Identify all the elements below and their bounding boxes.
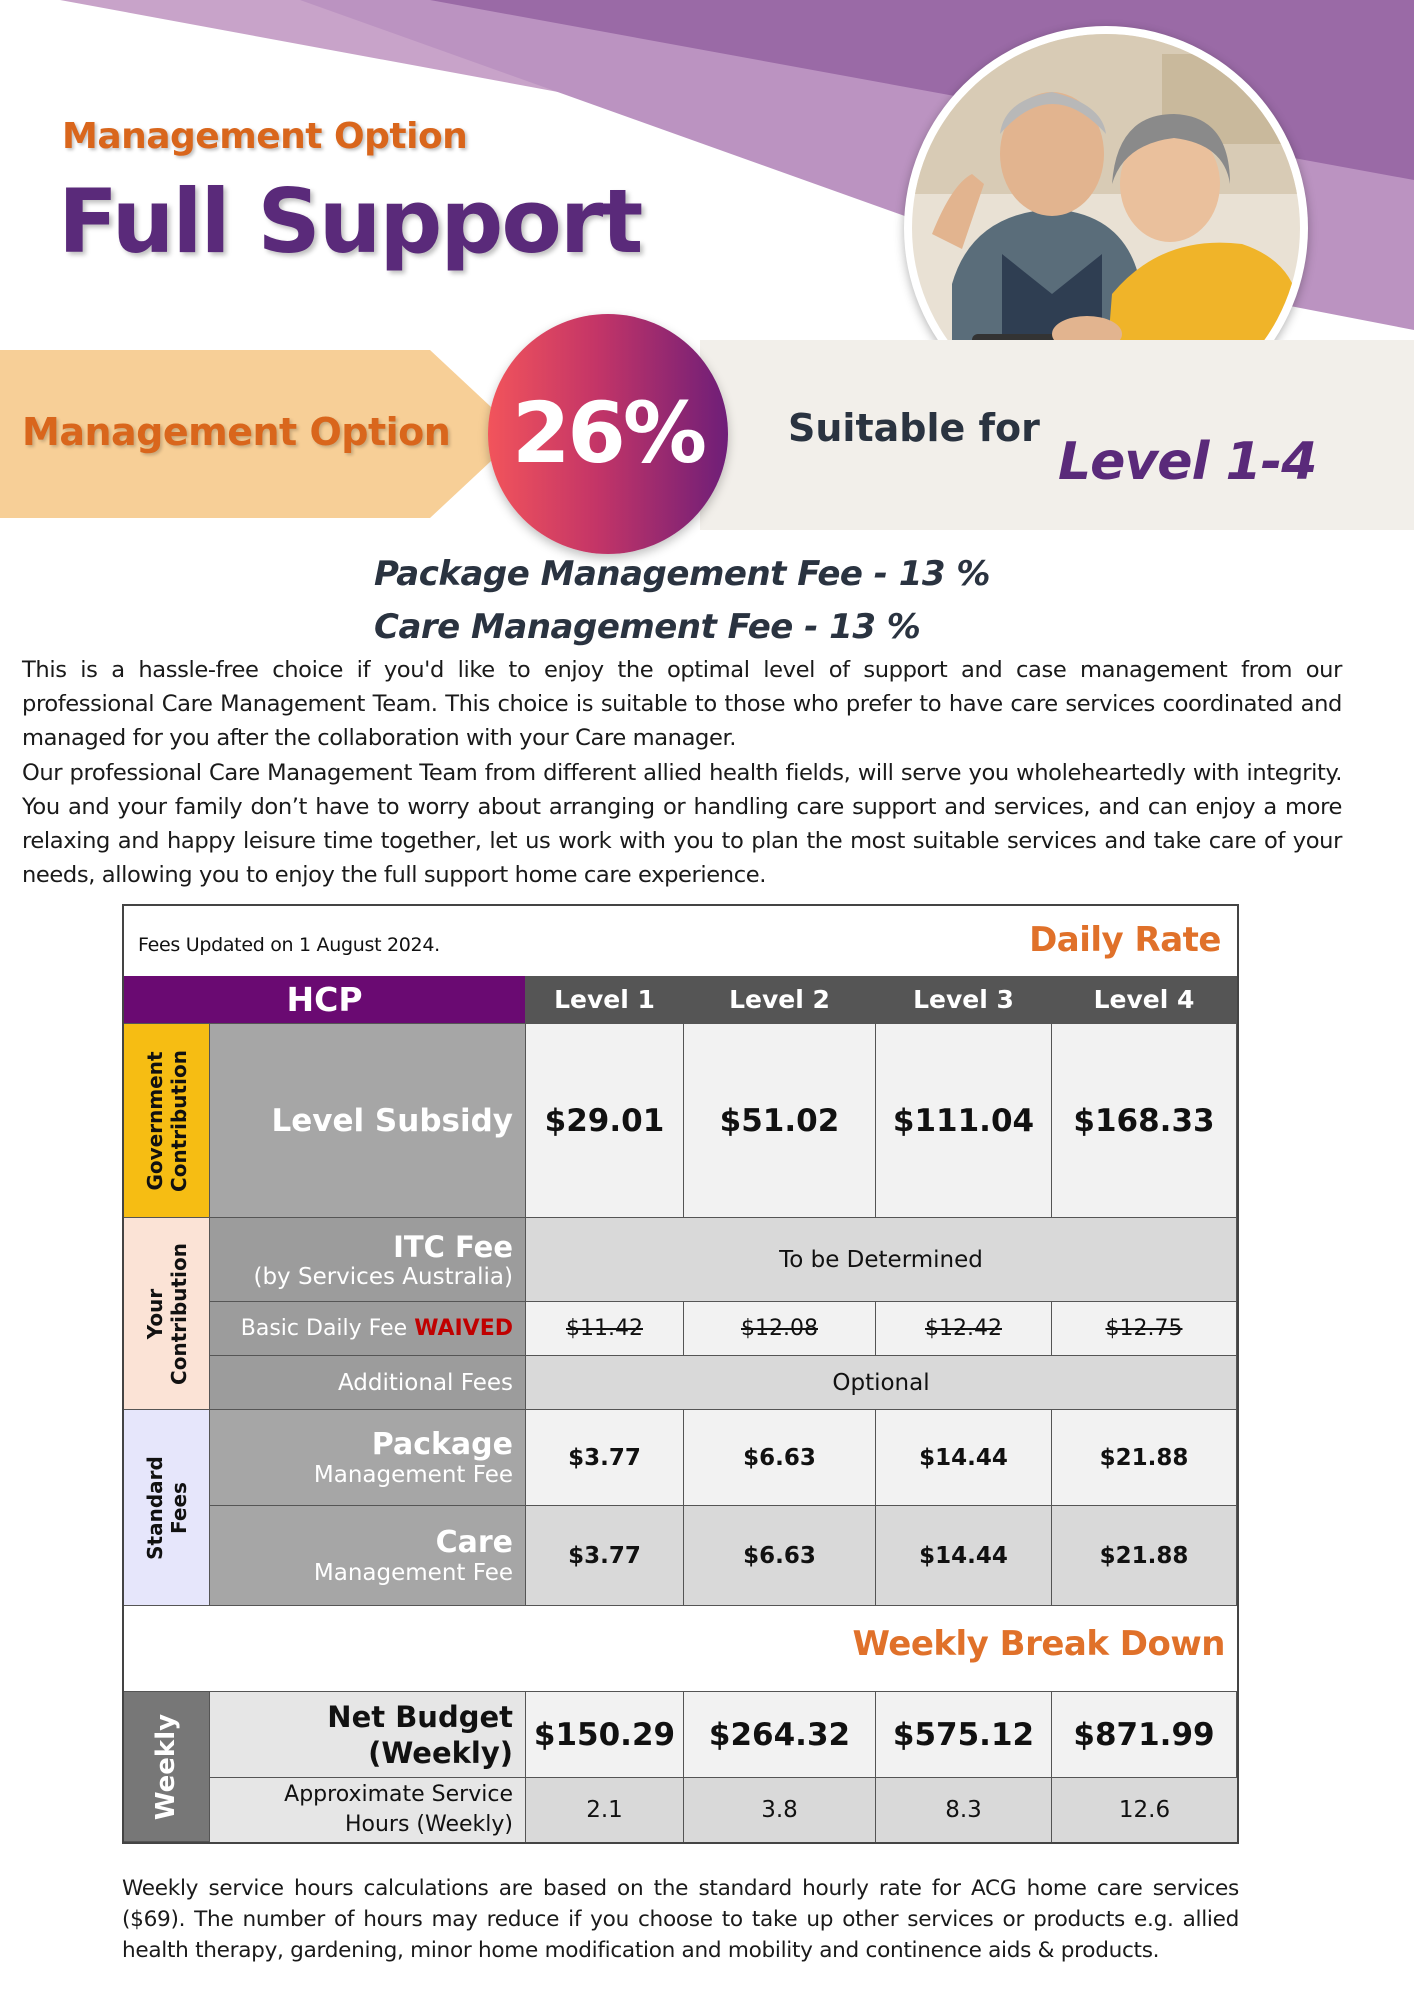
care-fee-l3: $14.44 bbox=[876, 1506, 1052, 1606]
level-1-header: Level 1 bbox=[526, 976, 684, 1024]
net-budget-l2: $264.32 bbox=[684, 1692, 876, 1778]
itc-fee-label: ITC Fee (by Services Australia) bbox=[210, 1218, 526, 1302]
level-subsidy-l3: $111.04 bbox=[876, 1024, 1052, 1218]
service-hours-l3: 8.3 bbox=[876, 1778, 1052, 1842]
care-fee-l1: $3.77 bbox=[526, 1506, 684, 1606]
package-fee-l4: $21.88 bbox=[1052, 1410, 1237, 1506]
government-contribution-label: Government Contribution bbox=[124, 1024, 210, 1218]
weekly-section-label: Weekly bbox=[124, 1692, 210, 1842]
service-hours-l2: 3.8 bbox=[684, 1778, 876, 1842]
description-paragraph-2: Our professional Care Management Team from different allied health fields, will serve you wholeheartedly with integrity. You and your family don’t have to worry about arranging or handling care support and services, and can enjoy a more relaxing and happy leisure time together, let us work with you to plan the most suitable services and take care of your needs, allowing you to enjoy the full support home care experience. bbox=[22, 760, 1342, 888]
waived-flag: WAIVED bbox=[414, 1316, 513, 1341]
service-hours-l1: 2.1 bbox=[526, 1778, 684, 1842]
level-subsidy-l1: $29.01 bbox=[526, 1024, 684, 1218]
description-paragraph-1: This is a hassle-free choice if you'd like to enjoy the optimal level of support and case management from our professional Care Management Team. This choice is suitable to those who prefer to have care services coordinated and managed for you after the collaboration with your Care manager. bbox=[22, 657, 1342, 751]
package-fee-label: Package Management Fee bbox=[210, 1410, 526, 1506]
service-hours-label: Approximate Service Hours (Weekly) bbox=[210, 1778, 526, 1842]
level-subsidy-l2: $51.02 bbox=[684, 1024, 876, 1218]
level-2-header: Level 2 bbox=[684, 976, 876, 1024]
level-3-header: Level 3 bbox=[876, 976, 1052, 1024]
care-fee-l2: $6.63 bbox=[684, 1506, 876, 1606]
standard-fees-label: Standard Fees bbox=[124, 1410, 210, 1606]
basic-daily-fee-label: Basic Daily Fee WAIVED bbox=[210, 1302, 526, 1356]
care-fee-l4: $21.88 bbox=[1052, 1506, 1237, 1606]
footnote: Weekly service hours calculations are based on the standard hourly rate for ACG home care services ($69). The number of hours may reduce if you choose to take up other services or products e.g. allied health therapy, gardening, minor home modification and mobility and continence aids & products. bbox=[122, 1876, 1239, 1963]
your-contribution-label: Your Contribution bbox=[124, 1218, 210, 1410]
additional-fees-value: Optional bbox=[526, 1356, 1237, 1410]
fees-updated-note: Fees Updated on 1 August 2024. bbox=[138, 934, 440, 956]
basic-daily-fee-l2: $12.08 bbox=[684, 1302, 876, 1356]
basic-daily-fee-l4: $12.75 bbox=[1052, 1302, 1237, 1356]
net-budget-l4: $871.99 bbox=[1052, 1692, 1237, 1778]
care-fee-heading: Care Management Fee - 13 % bbox=[374, 607, 921, 647]
basic-daily-fee-l3: $12.42 bbox=[876, 1302, 1052, 1356]
daily-rate-heading: Daily Rate bbox=[1029, 920, 1221, 960]
level-4-header: Level 4 bbox=[1052, 976, 1237, 1024]
net-budget-label: Net Budget (Weekly) bbox=[210, 1692, 526, 1778]
weekly-breakdown-heading: Weekly Break Down bbox=[852, 1624, 1225, 1664]
package-fee-l2: $6.63 bbox=[684, 1410, 876, 1506]
itc-fee-value: To be Determined bbox=[526, 1218, 1237, 1302]
additional-fees-label: Additional Fees bbox=[210, 1356, 526, 1410]
page-title: Full Support bbox=[58, 170, 642, 273]
header-subtitle: Management Option bbox=[62, 116, 468, 157]
level-range: Level 1-4 bbox=[1058, 432, 1317, 492]
package-fee-l3: $14.44 bbox=[876, 1410, 1052, 1506]
option-label: Management Option bbox=[22, 410, 451, 454]
net-budget-l1: $150.29 bbox=[526, 1692, 684, 1778]
net-budget-l3: $575.12 bbox=[876, 1692, 1052, 1778]
level-subsidy-label: Level Subsidy bbox=[210, 1024, 526, 1218]
package-fee-l1: $3.77 bbox=[526, 1410, 684, 1506]
suitable-label: Suitable for bbox=[788, 406, 1040, 450]
fee-table bbox=[122, 904, 1239, 1844]
hcp-header: HCP bbox=[124, 976, 526, 1024]
basic-daily-fee-l1: $11.42 bbox=[526, 1302, 684, 1356]
level-subsidy-l4: $168.33 bbox=[1052, 1024, 1237, 1218]
care-fee-label: Care Management Fee bbox=[210, 1506, 526, 1606]
percentage-value: 26% bbox=[511, 384, 705, 482]
package-fee-heading: Package Management Fee - 13 % bbox=[374, 554, 990, 594]
service-hours-l4: 12.6 bbox=[1052, 1778, 1237, 1842]
